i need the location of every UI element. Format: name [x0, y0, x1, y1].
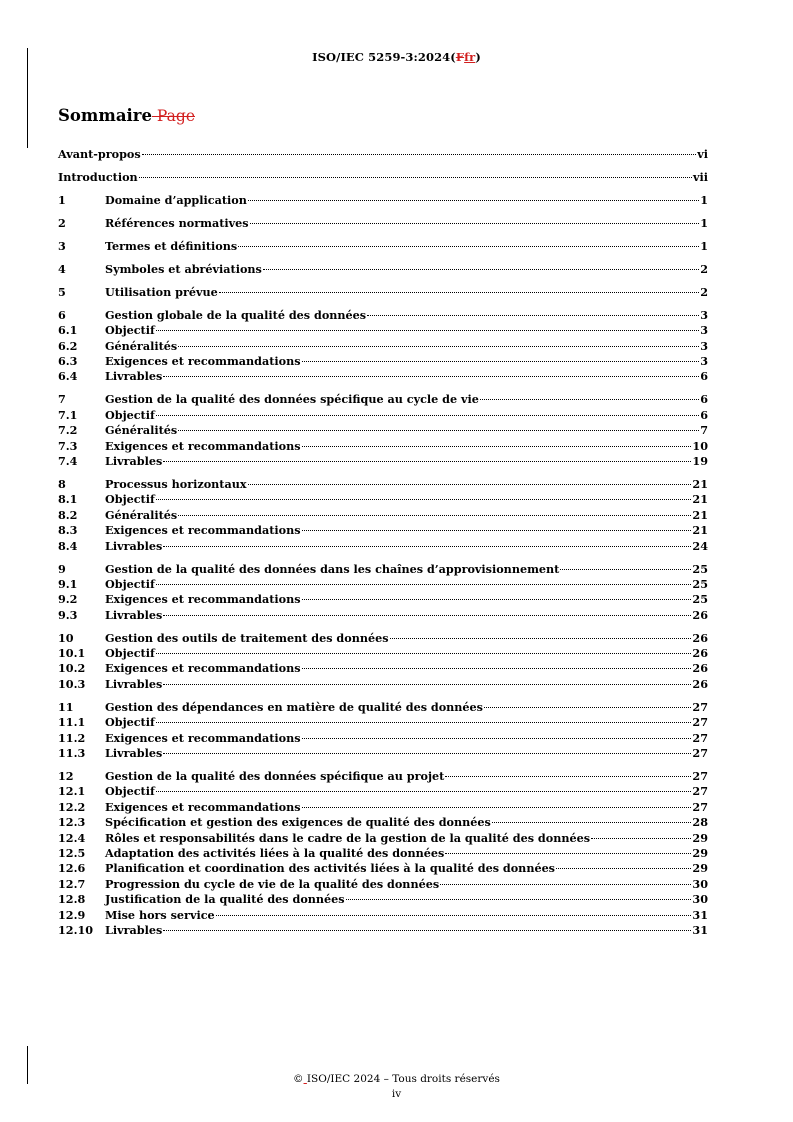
- toc-entry-number: 8: [58, 476, 66, 491]
- header-inserted-text: fr: [464, 50, 476, 64]
- toc-entry-page: 3: [700, 338, 708, 353]
- toc-dot-leader: [250, 223, 700, 224]
- toc-dot-leader: [248, 200, 699, 201]
- toc-entry-page: 1: [700, 192, 708, 207]
- page-title: [58, 106, 195, 125]
- toc-entry-label: Adaptation des activités liées à la qualité des données: [105, 845, 445, 860]
- toc-entry[interactable]: [58, 523, 708, 538]
- toc-entry-page: 26: [692, 646, 708, 661]
- title-text: Sommaire: [58, 106, 152, 125]
- toc-dot-leader: [156, 415, 699, 416]
- toc-entry-number: 2: [58, 215, 66, 230]
- toc-dot-leader: [156, 330, 699, 331]
- toc-entry-number: 12: [58, 769, 74, 783]
- toc-entry[interactable]: [58, 392, 708, 407]
- toc-entry-number: 9.3: [58, 607, 78, 622]
- toc-entry-label: Livrables: [105, 676, 163, 691]
- toc-entry-page: 24: [692, 538, 708, 553]
- toc-entry[interactable]: [58, 877, 708, 892]
- toc-entry-page: 21: [692, 476, 708, 491]
- toc-entry-page: 29: [692, 861, 708, 876]
- toc-entry[interactable]: [58, 308, 708, 323]
- title-deleted-text: Page: [152, 107, 195, 125]
- toc-entry-label: Exigences et recommandations: [105, 661, 301, 676]
- toc-dot-leader: [178, 346, 699, 347]
- toc-entry-label: Gestion de la qualité des données dans les chaînes d’approvisionnement: [105, 561, 560, 576]
- toc-entry[interactable]: [58, 892, 708, 907]
- toc-entry[interactable]: [58, 492, 708, 507]
- toc-entry[interactable]: [58, 193, 708, 208]
- toc-dot-leader: [163, 684, 691, 685]
- toc-dot-leader: [263, 269, 699, 270]
- toc-entry-page: 25: [692, 561, 708, 576]
- toc-entry-number: 12.6: [58, 861, 86, 876]
- toc-entry-page: 6: [700, 392, 708, 407]
- toc-entry-label: Justification de la qualité des données: [105, 892, 345, 907]
- toc-dot-leader: [248, 484, 692, 485]
- toc-entry-page: 30: [692, 892, 708, 907]
- toc-entry-number: 7.3: [58, 438, 78, 453]
- toc-dot-leader: [163, 546, 691, 547]
- toc-dot-leader: [492, 822, 692, 823]
- toc-entry[interactable]: [58, 354, 708, 369]
- toc-entry-label: Livrables: [105, 538, 163, 553]
- toc-entry-label: Objectif: [105, 646, 155, 661]
- toc-entry[interactable]: [58, 408, 708, 423]
- toc-entry-label: Domaine d’application: [105, 192, 247, 207]
- toc-entry[interactable]: [58, 608, 708, 623]
- toc-entry[interactable]: [58, 784, 708, 799]
- toc-entry-number: 6.1: [58, 323, 78, 338]
- toc-dot-leader: [302, 530, 692, 531]
- toc-entry[interactable]: [58, 262, 708, 277]
- toc-entry-label: Objectif: [105, 784, 155, 799]
- toc-entry-number: 12.7: [58, 876, 86, 891]
- toc-dot-leader: [484, 707, 691, 708]
- toc-entry[interactable]: [58, 746, 708, 761]
- toc-entry-page: 26: [692, 676, 708, 691]
- toc-entry-page: vi: [697, 147, 708, 161]
- toc-dot-leader: [445, 776, 691, 777]
- toc-entry-number: 4: [58, 261, 66, 276]
- toc-entry[interactable]: [58, 923, 708, 938]
- toc-entry-page: vii: [692, 169, 708, 184]
- toc-entry-label: Processus horizontaux: [105, 476, 247, 491]
- toc-entry-number: 10.1: [58, 646, 86, 661]
- toc-entry-label: Gestion globale de la qualité des données: [105, 307, 367, 322]
- toc-entry[interactable]: [58, 846, 708, 861]
- toc-entry-label: Généralités: [105, 423, 178, 438]
- toc-entry[interactable]: [58, 439, 708, 454]
- toc-entry-page: 19: [692, 454, 708, 468]
- toc-entry[interactable]: [58, 339, 708, 354]
- toc-entry-page: 25: [692, 576, 708, 591]
- copyright-text: ISO/IEC 2024 – Tous droits réservés: [306, 1073, 500, 1085]
- toc-dot-leader: [480, 399, 699, 400]
- toc-entry[interactable]: [58, 562, 708, 577]
- toc-entry-label: Généralités: [105, 338, 178, 353]
- toc-entry-label: Exigences et recommandations: [105, 730, 301, 745]
- toc-dot-leader: [163, 376, 699, 377]
- toc-entry-label: Exigences et recommandations: [105, 438, 301, 453]
- toc-dot-leader: [156, 499, 692, 500]
- toc-entry-label: Gestion de la qualité des données spécifique au cycle de vie: [105, 392, 479, 407]
- toc-entry-page: 25: [692, 592, 708, 607]
- toc-dot-leader: [556, 868, 691, 869]
- toc-entry-label: Exigences et recommandations: [105, 354, 301, 369]
- toc-entry-number: 7.2: [58, 423, 78, 438]
- toc-entry-label: Spécification et gestion des exigences de qualité des données: [105, 815, 491, 830]
- toc-entry[interactable]: [58, 577, 708, 592]
- toc-entry[interactable]: [58, 769, 708, 784]
- toc-dot-leader: [302, 599, 692, 600]
- toc-entry-page: 29: [692, 845, 708, 860]
- toc-entry-number: 10.2: [58, 661, 86, 676]
- toc-entry-page: 6: [700, 369, 708, 384]
- toc-dot-leader: [390, 638, 692, 639]
- toc-entry-page: 26: [692, 630, 708, 645]
- toc-entry[interactable]: [58, 423, 708, 438]
- toc-dot-leader: [163, 930, 691, 931]
- toc-entry-label: Livrables: [105, 746, 163, 761]
- toc-entry-label: Exigences et recommandations: [105, 592, 301, 607]
- toc-entry-number: 8.3: [58, 523, 78, 538]
- toc-entry-page: 28: [692, 815, 708, 830]
- toc-dot-leader: [156, 653, 692, 654]
- toc-entry[interactable]: [58, 454, 708, 469]
- toc-entry[interactable]: [58, 661, 708, 676]
- toc-entry-page: 27: [692, 799, 708, 814]
- toc-entry[interactable]: [58, 323, 708, 338]
- toc-entry-label: Gestion de la qualité des données spécifique au projet: [105, 769, 445, 783]
- toc-entry-label: Gestion des dépendances en matière de qualité des données: [105, 699, 483, 714]
- toc-entry-number: 12.1: [58, 784, 86, 799]
- toc-dot-leader: [139, 177, 692, 178]
- toc-dot-leader: [142, 154, 697, 155]
- document-header: [0, 50, 793, 64]
- toc-entry-page: 3: [700, 323, 708, 338]
- toc-entry-page: 26: [692, 661, 708, 676]
- toc-dot-leader: [163, 615, 691, 616]
- toc-entry-number: 9: [58, 561, 66, 576]
- toc-entry[interactable]: [58, 677, 708, 692]
- toc-entry-label: Introduction: [58, 169, 138, 184]
- toc-entry[interactable]: [58, 715, 708, 730]
- toc-entry-label: Objectif: [105, 576, 155, 591]
- toc-entry[interactable]: [58, 646, 708, 661]
- toc-entry-label: Livrables: [105, 454, 163, 468]
- toc-entry-number: 6.2: [58, 338, 78, 353]
- toc-entry-page: 7: [700, 423, 708, 438]
- toc-entry-page: 31: [692, 922, 708, 937]
- toc-entry[interactable]: [58, 216, 708, 231]
- toc-entry-page: 2: [700, 261, 708, 276]
- toc-entry-page: 2: [700, 284, 708, 299]
- toc-entry-number: 8.1: [58, 492, 78, 507]
- toc-entry-page: 27: [692, 699, 708, 714]
- toc-entry-number: 11.1: [58, 715, 86, 730]
- toc-entry-number: 12.5: [58, 845, 86, 860]
- toc-entry[interactable]: [58, 285, 708, 300]
- toc-dot-leader: [178, 515, 691, 516]
- toc-entry[interactable]: [58, 831, 708, 846]
- toc-entry[interactable]: [58, 631, 708, 646]
- toc-dot-leader: [178, 430, 699, 431]
- toc-entry-page: 27: [692, 746, 708, 761]
- toc-entry-page: 30: [692, 876, 708, 891]
- toc-entry-number: 7.4: [58, 454, 78, 468]
- header-deleted-text: F: [455, 50, 465, 64]
- toc-entry-page: 3: [700, 354, 708, 369]
- toc-entry-page: 21: [692, 492, 708, 507]
- toc-entry[interactable]: [58, 800, 708, 815]
- toc-entry-label: Références normatives: [105, 215, 249, 230]
- toc-entry[interactable]: [58, 147, 708, 162]
- toc-dot-leader: [302, 668, 692, 669]
- toc-entry[interactable]: [58, 731, 708, 746]
- toc-entry-page: 27: [692, 784, 708, 799]
- toc-entry-label: Objectif: [105, 492, 155, 507]
- toc-entry-number: 9.2: [58, 592, 78, 607]
- toc-entry-number: 8.4: [58, 538, 78, 553]
- toc-entry-page: 10: [692, 438, 708, 453]
- page-footer: [0, 1072, 793, 1102]
- toc-entry-number: 12.4: [58, 830, 86, 845]
- header-suffix: ): [475, 50, 481, 64]
- toc-entry-page: 1: [700, 238, 708, 253]
- toc-entry-number: 11.2: [58, 730, 86, 745]
- toc-entry-number: 10.3: [58, 676, 86, 691]
- toc-entry[interactable]: [58, 508, 708, 523]
- toc-entry-number: 12.8: [58, 892, 86, 907]
- toc-entry-label: Objectif: [105, 715, 155, 730]
- toc-entry-label: Exigences et recommandations: [105, 523, 301, 538]
- toc-entry-page: 26: [692, 607, 708, 622]
- toc-entry-page: 21: [692, 523, 708, 538]
- table-of-contents: [58, 147, 708, 938]
- toc-dot-leader: [346, 899, 692, 900]
- toc-entry[interactable]: [58, 239, 708, 254]
- toc-entry-page: 31: [692, 907, 708, 922]
- toc-entry-label: Termes et définitions: [105, 238, 238, 253]
- toc-entry-page: 6: [700, 407, 708, 422]
- toc-entry[interactable]: [58, 908, 708, 923]
- toc-dot-leader: [156, 791, 692, 792]
- toc-entry-page: 21: [692, 507, 708, 522]
- header-prefix: ISO/IEC 5259-3:2024(: [312, 50, 456, 64]
- toc-entry-number: 6.4: [58, 369, 78, 384]
- toc-entry-page: 27: [692, 769, 708, 783]
- toc-entry-label: Rôles et responsabilités dans le cadre de la gestion de la qualité des données: [105, 830, 590, 845]
- toc-entry-label: Avant-propos: [58, 147, 141, 161]
- toc-entry[interactable]: [58, 700, 708, 715]
- toc-dot-leader: [591, 838, 691, 839]
- toc-entry[interactable]: [58, 539, 708, 554]
- toc-dot-leader: [367, 315, 699, 316]
- toc-entry[interactable]: [58, 170, 708, 185]
- toc-entry-number: 12.2: [58, 799, 86, 814]
- toc-entry-number: 5: [58, 284, 66, 299]
- toc-dot-leader: [219, 292, 699, 293]
- toc-entry[interactable]: [58, 477, 708, 492]
- toc-entry-label: Symboles et abréviations: [105, 261, 262, 276]
- toc-entry-number: 8.2: [58, 507, 78, 522]
- toc-dot-leader: [163, 461, 691, 462]
- toc-dot-leader: [238, 246, 699, 247]
- toc-entry-label: Gestion des outils de traitement des données: [105, 630, 389, 645]
- toc-dot-leader: [445, 853, 691, 854]
- toc-dot-leader: [156, 584, 692, 585]
- toc-entry-number: 11: [58, 699, 74, 714]
- toc-entry-number: 12.10: [58, 922, 94, 937]
- toc-entry-number: 9.1: [58, 576, 78, 591]
- toc-dot-leader: [163, 753, 691, 754]
- toc-entry[interactable]: [58, 369, 708, 384]
- toc-entry-number: 1: [58, 192, 66, 207]
- toc-dot-leader: [440, 884, 691, 885]
- toc-entry-number: 12.3: [58, 815, 86, 830]
- toc-entry-number: 6: [58, 307, 66, 322]
- toc-entry-number: 6.3: [58, 354, 78, 369]
- toc-dot-leader: [302, 446, 692, 447]
- toc-entry-label: Livrables: [105, 369, 163, 384]
- toc-entry-page: 27: [692, 715, 708, 730]
- toc-dot-leader: [560, 569, 691, 570]
- copyright-symbol: ©: [293, 1073, 304, 1085]
- toc-entry-label: Objectif: [105, 323, 155, 338]
- toc-entry-label: Objectif: [105, 407, 155, 422]
- toc-entry-label: Planification et coordination des activités liées à la qualité des données: [105, 861, 555, 876]
- toc-entry-page: 29: [692, 830, 708, 845]
- toc-entry-number: 3: [58, 238, 66, 253]
- toc-entry-number: 7: [58, 392, 66, 407]
- toc-entry-label: Livrables: [105, 607, 163, 622]
- toc-entry-page: 3: [700, 307, 708, 322]
- toc-entry[interactable]: [58, 861, 708, 876]
- toc-entry-page: 27: [692, 730, 708, 745]
- toc-entry-label: Généralités: [105, 507, 178, 522]
- toc-entry-number: 10: [58, 630, 74, 645]
- toc-entry-label: Mise hors service: [105, 907, 215, 922]
- toc-entry-label: Utilisation prévue: [105, 284, 218, 299]
- toc-dot-leader: [302, 738, 692, 739]
- toc-entry[interactable]: [58, 592, 708, 607]
- toc-entry-page: 1: [700, 215, 708, 230]
- toc-dot-leader: [302, 807, 692, 808]
- toc-entry-label: Livrables: [105, 922, 163, 937]
- toc-entry-number: 12.9: [58, 907, 86, 922]
- toc-dot-leader: [216, 915, 692, 916]
- toc-entry-label: Exigences et recommandations: [105, 799, 301, 814]
- toc-entry-number: 11.3: [58, 746, 86, 761]
- toc-entry-number: 7.1: [58, 407, 78, 422]
- toc-dot-leader: [302, 361, 700, 362]
- toc-entry[interactable]: [58, 815, 708, 830]
- copyright-line: [0, 1072, 793, 1087]
- toc-dot-leader: [156, 722, 692, 723]
- toc-entry-label: Progression du cycle de vie de la qualité des données: [105, 876, 440, 891]
- page-number: iv: [391, 1088, 402, 1100]
